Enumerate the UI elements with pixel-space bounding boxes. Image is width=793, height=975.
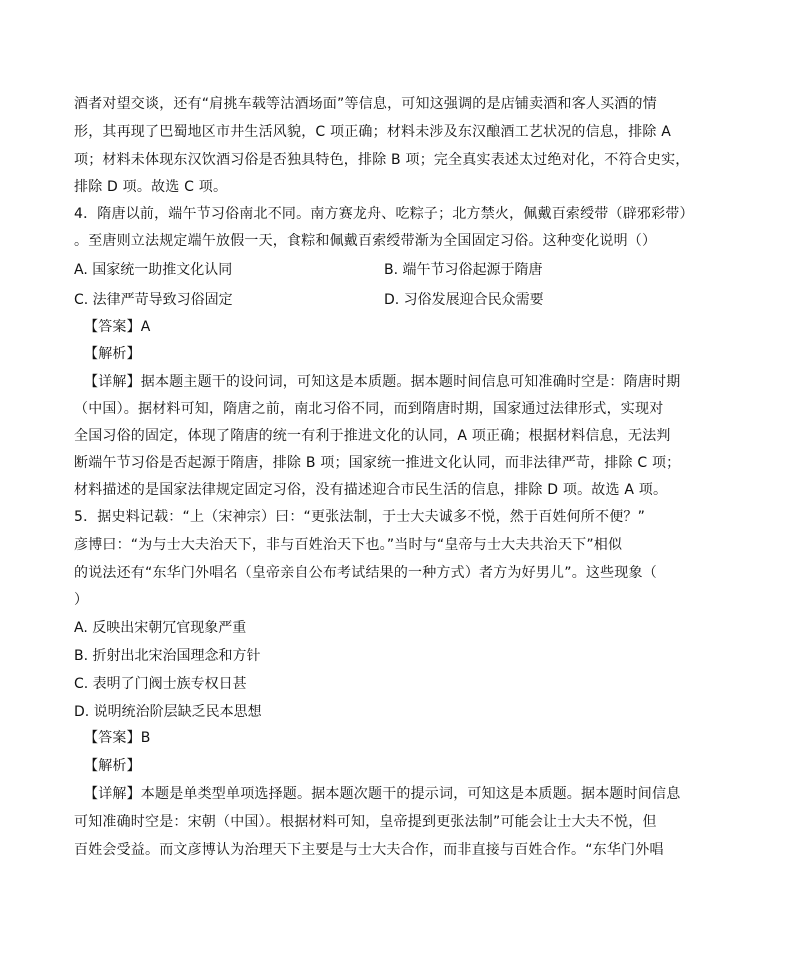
q5-stem-line-4: ） [74,592,89,608]
q3-analysis-line-4: 排除 D 项。故选 C 项。 [74,179,228,195]
q4-answer: 【答案】A [84,319,151,335]
q3-analysis-line-3: 项；材料未体现东汉饮酒习俗是否独具特色，排除 B 项；完全真实表述太过绝对化，不符合史实， [74,152,690,168]
q4-stem-line-1: 4．隋唐以前，端午节习俗南北不同。南方赛龙舟、吃粽子；北方禁火，佩戴百索绶带（辟邪彩带） [74,206,694,222]
q5-stem-line-1: 5．据史料记载：“上（宋神宗）曰：“更张法制，于士大夫诚多不悦，然于百姓何所不便？” [74,509,646,525]
q5-stem-line-3: 的说法还有“东华门外唱名（皇帝亲自公布考试结果的一种方式）者方为好男儿”。这些现象（ [74,565,657,581]
q3-analysis-line-1: 酒者对望交谈，还有“肩挑车载等沽酒场面”等信息，可知这强调的是店铺卖酒和客人买酒的情 [74,96,657,112]
q5-option-c: C. 表明了门阀士族专权日甚 [74,676,247,692]
q4-stem-line-2: 。至唐则立法规定端午放假一天，食粽和佩戴百索绶带渐为全国固定习俗。这种变化说明（） [74,233,657,249]
q4-detail-line-5: 材料描述的是国家法律规定固定习俗，没有描述迎合市民生活的信息，排除 D 项。故选 A 项。 [74,482,668,498]
q5-stem-line-2: 彦博曰：“为与士大夫治天下，非与百姓治天下也。”当时与“皇帝与士大夫共治天下”相似 [74,537,623,553]
q4-analysis-label: 【解析】 [84,346,141,362]
q5-option-b: B. 折射出北宋治国理念和方针 [74,648,261,664]
q4-option-c: C. 法律严苛导致习俗固定 [74,292,233,308]
q5-option-d: D. 说明统治阶层缺乏民本思想 [74,704,262,720]
q5-detail-line-2: 可知准确时空是：宋朝（中国）。根据材料可知，皇帝提到更张法制”可能会让士大夫不悦，但 [74,814,657,830]
q5-answer: 【答案】B [84,730,151,746]
q4-option-a: A. 国家统一助推文化认同 [74,262,233,278]
q4-detail-line-2: （中国）。据材料可知，隋唐之前，南北习俗不同，而到隋唐时期，国家通过法律形式，实现对 [74,401,664,417]
q4-detail-line-4: 断端午节习俗是否起源于隋唐，排除 B 项；国家统一推进文化认同，而非法律严苛，排除 C 项； [74,455,681,471]
q4-option-b: B. 端午节习俗起源于隋唐 [384,262,543,278]
q5-detail-line-3: 百姓会受益。而文彦博认为治理天下主要是与士大夫合作，而非直接与百姓合作。“东华门外唱 [74,842,664,858]
q5-option-a: A. 反映出宋朝冗官现象严重 [74,620,247,636]
q3-analysis-line-2: 形，其再现了巴蜀地区市井生活风貌，C 项正确；材料未涉及东汉酿酒工艺状况的信息，排除 A [74,124,672,140]
q5-analysis-label: 【解析】 [84,758,141,774]
q4-detail-line-1: 【详解】据本题主题干的设问词，可知这是本质题。据本题时间信息可知准确时空是：隋唐时期 [84,374,681,390]
q4-detail-line-3: 全国习俗的固定，体现了隋唐的统一有利于推进文化的认同，A 项正确；根据材料信息，无法判 [74,428,671,444]
q5-detail-line-1: 【详解】本题是单类型单项选择题。据本题次题干的提示词，可知这是本质题。据本题时间信息 [84,786,681,802]
q4-option-d: D. 习俗发展迎合民众需要 [384,292,544,308]
